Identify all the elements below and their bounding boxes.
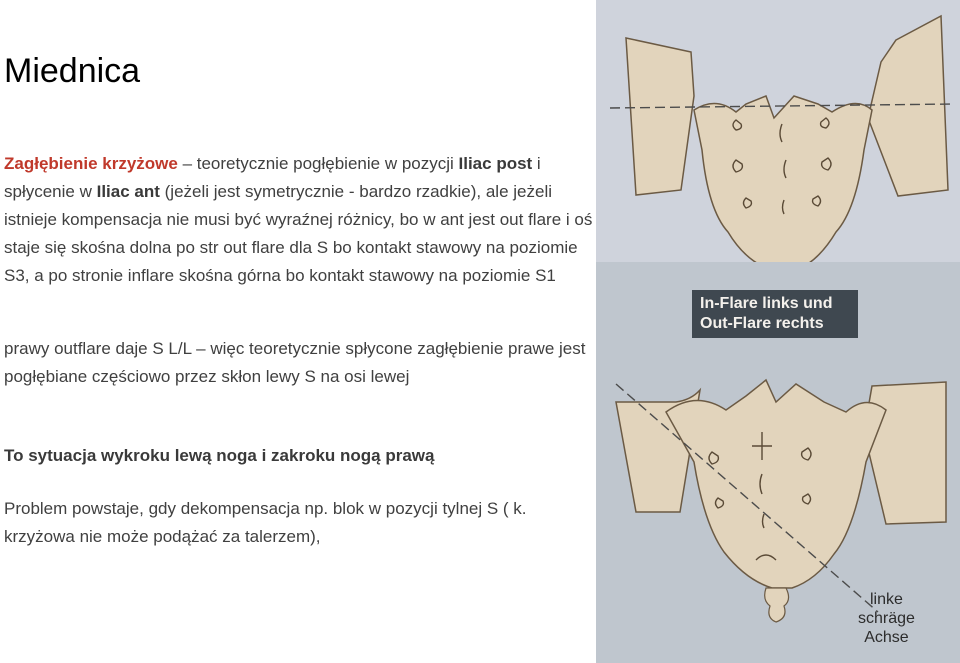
term-iliac-ant: Iliac ant bbox=[96, 182, 160, 201]
caption-line-2: Out-Flare rechts bbox=[700, 315, 824, 332]
slide-title: Miednica bbox=[4, 52, 141, 90]
term-sacral-concavity: Zagłębienie krzyżowe bbox=[4, 154, 178, 173]
paragraph-sacral-concavity: Zagłębienie krzyżowe – teoretycznie pogłębienie w pozycji Iliac post i spłycenie w Iliac ant (jeżeli jest symetrycznie - bardzo rzadkie), ale jeżeli istnieje kompensacja nie musi być wyraźnej różnicy, bo w ant jest out flare i oś staje się skośna dolna po str out flare dla S bo kontakt stawowy na poziomie S3, a po stronie inflare skośna górna bo kontakt stawowy na poziomie S1 bbox=[4, 154, 593, 285]
axis-label-line-1: linke bbox=[870, 591, 903, 608]
paragraph-problem: Problem powstaje, gdy dekompensacja np. blok w pozycji tylnej S ( k. krzyżowa nie może podążać za talerzem), bbox=[4, 499, 527, 546]
caption-line-1: In-Flare links und bbox=[700, 295, 833, 312]
paragraph-outflare: prawy outflare daje S L/L – więc teoretycznie spłycone zagłębienie prawe jest pogłębiane częściowo przez skłon lewy S na osi lewej bbox=[4, 339, 586, 386]
axis-label-line-3: Achse bbox=[864, 629, 909, 646]
axis-label bbox=[858, 590, 915, 647]
sacrum-figure-bottom bbox=[596, 262, 960, 663]
axis-label-line-2: schräge bbox=[858, 610, 915, 627]
term-iliac-post: Iliac post bbox=[458, 154, 533, 173]
paragraph-step-situation: To sytuacja wykroku lewą noga i zakroku nogą prawą bbox=[4, 446, 435, 465]
flare-caption bbox=[692, 290, 858, 338]
